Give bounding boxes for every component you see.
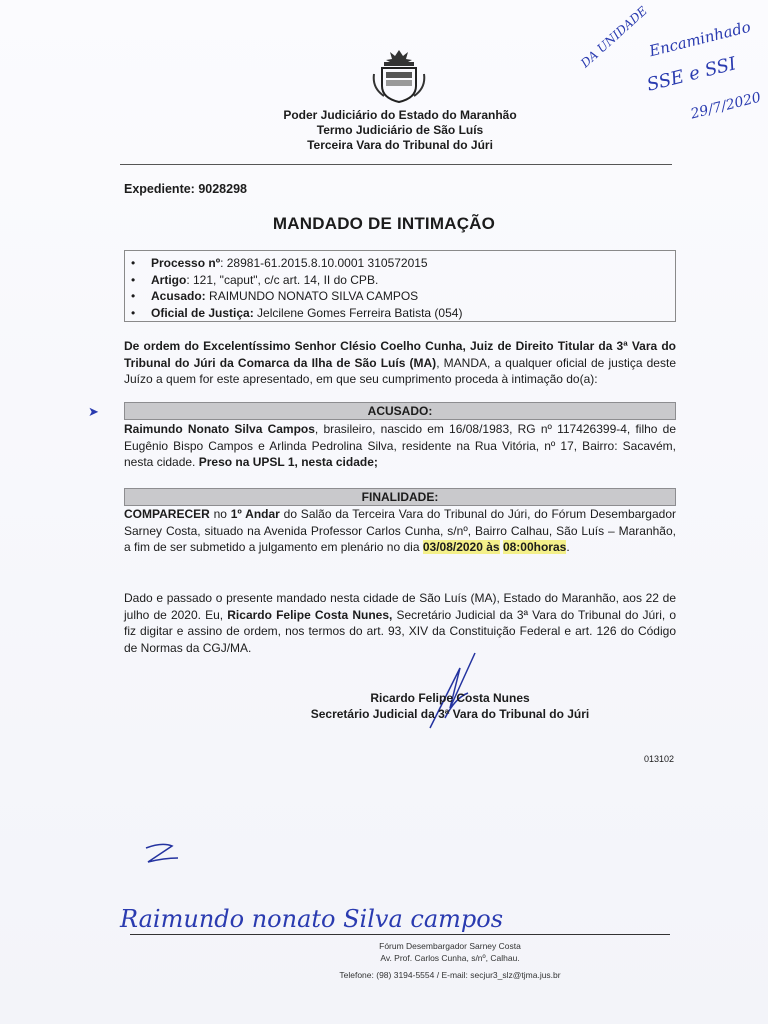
acusado-details: Raimundo Nonato Silva Campos, brasileiro, nascido em 16/08/1983, RG nº 117426399-4, filho de Eugênio Bispo Campos e Arlinda Pedrolina Silva, residente na Rua Vitória, nº 17, Bairro: Sacavém, nesta cidade. Preso na UPSL 1, nesta cidade;: [124, 422, 676, 469]
document-title: MANDADO DE INTIMAÇÃO: [272, 214, 496, 233]
acusado-section-header: ACUSADO:: [124, 402, 676, 420]
handwritten-arrow-icon: ➤: [88, 404, 99, 419]
expediente-number: Expediente: 9028298: [124, 182, 247, 196]
footer-contact: Telefone: (98) 3194-5554 / E-mail: secjur3_slz@tjma.jus.br: [339, 970, 561, 980]
handwritten-forwarded-text: Encaminhado: [647, 17, 753, 61]
header-divider: [120, 164, 672, 165]
handwritten-sectors-text: SSE e SSI: [644, 53, 739, 96]
finalidade-details: COMPARECER no 1º Andar do Salão da Terceira Vara do Tribunal do Júri, do Fórum Desembargador Sarney Costa, situado na Avenida Professor Carlos Cunha, s/nº, Bairro Calhau, São Luís – Maranhão, a fim de ser submetido a julgamento em plenário no dia 03/08/2020 às 08:00horas.: [124, 507, 676, 554]
recipient-signature: Raimundo nonato Silva campos: [120, 905, 504, 933]
info-acusado: • Acusado: RAIMUNDO NONATO SILVA CAMPOS: [151, 288, 675, 305]
order-paragraph: De ordem do Excelentíssimo Senhor Clésio Coelho Cunha, Juiz de Direito Titular da 3ª Vara do Tribunal do Júri da Comarca da Ilha de São Luís (MA), MANDA, a qualquer oficial de justiça deste Juízo a quem for este apresentado, em que seu cumprimento proceda à intimação do(a):: [124, 339, 676, 386]
footer: [200, 940, 700, 981]
info-oficial: • Oficial de Justiça: Jelcilene Gomes Ferreira Batista (054): [151, 305, 675, 322]
signer-block: [200, 690, 700, 722]
footer-forum: Fórum Desembargador Sarney Costa: [379, 941, 521, 951]
handwritten-mark-icon: [142, 842, 182, 866]
handwritten-date-text: 29/7/2020: [689, 89, 763, 123]
header-line-judiciary: Poder Judiciário do Estado do Maranhão: [283, 108, 517, 122]
closing-paragraph: Dado e passado o presente mandado nesta cidade de São Luís (MA), Estado do Maranhão, aos 22 de julho de 2020. Eu, Ricardo Felipe Costa Nunes, Secretário Judicial da 3ª Vara do Tribunal do Júri, o fiz digitar e assino de ordem, nos termos do art. 93, XIV da Constituição Federal e art. 126 do Código de Normas da CGJ/MA.: [124, 591, 677, 655]
signer-name: Ricardo Felipe Costa Nunes: [370, 691, 530, 705]
footer-address: Av. Prof. Carlos Cunha, s/nº, Calhau.: [380, 953, 520, 963]
signer-role: Secretário Judicial da 3ª Vara do Tribunal do Júri: [310, 707, 590, 721]
handwritten-unit-text: DA UNIDADE: [578, 3, 650, 71]
header-line-term: Termo Judiciário de São Luís: [316, 123, 484, 137]
info-processo: • Processo nº: 28981-61.2015.8.10.0001 310572015: [151, 255, 675, 272]
coat-of-arms-icon: [370, 48, 428, 104]
finalidade-section-header: FINALIDADE:: [124, 488, 676, 506]
header-line-court: Terceira Vara do Tribunal do Júri: [307, 138, 493, 152]
document-code: 013102: [644, 754, 675, 764]
info-artigo: • Artigo: 121, "caput", c/c art. 14, II do CPB.: [151, 272, 675, 289]
court-header: [200, 108, 600, 153]
case-info-box: [124, 250, 676, 322]
footer-divider: [130, 934, 670, 935]
